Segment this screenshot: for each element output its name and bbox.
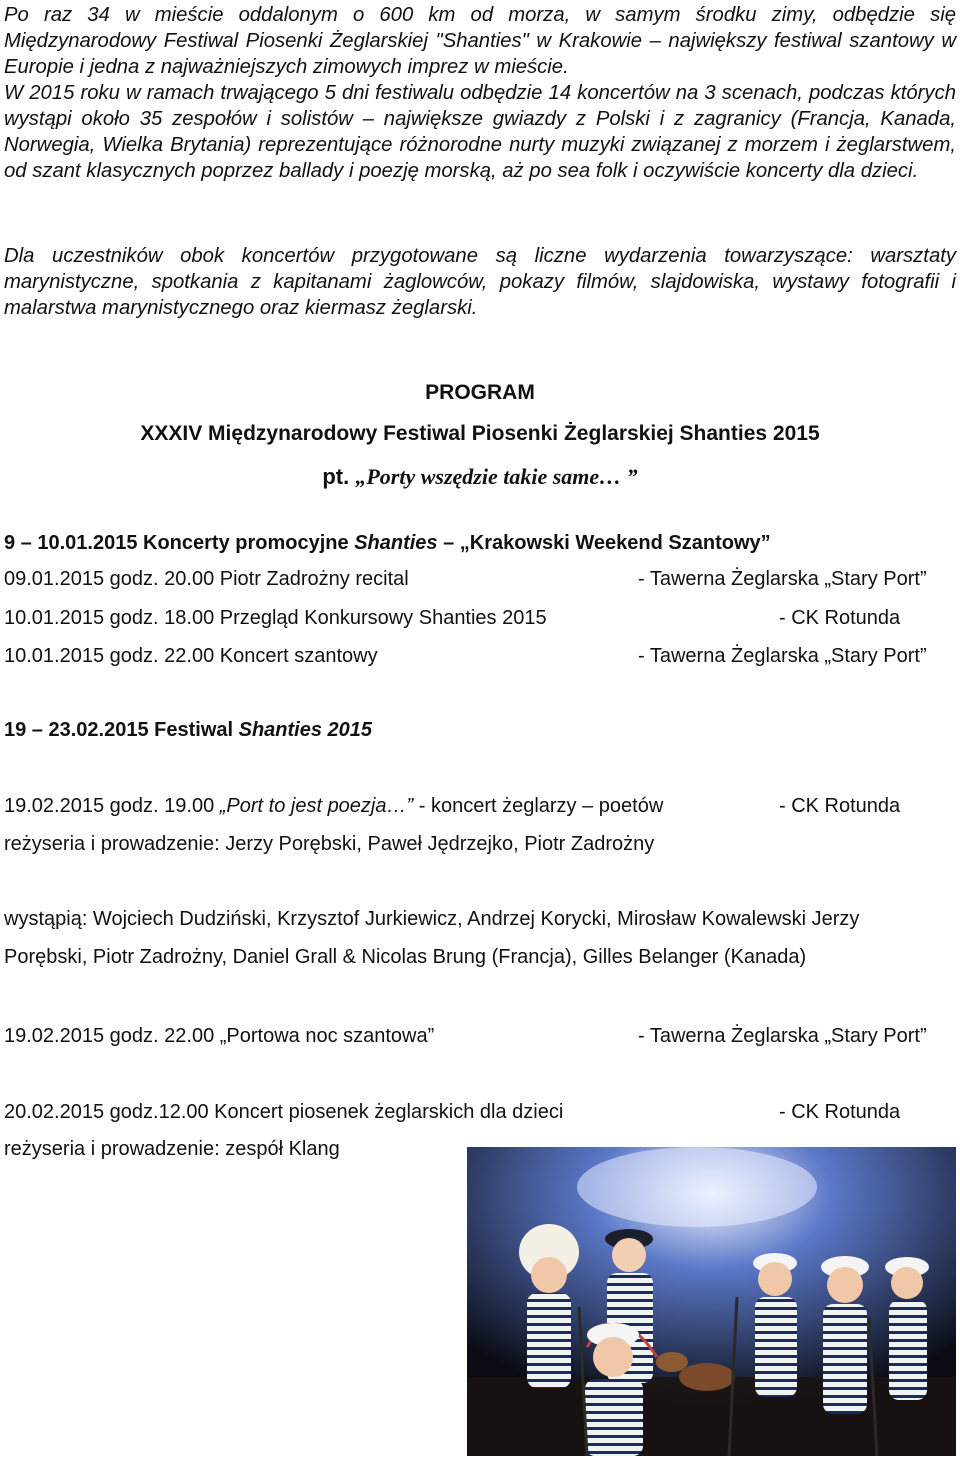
subtitle-prefix: pt. — [322, 464, 356, 489]
festival-heading-name: Shanties 2015 — [238, 719, 373, 741]
promo-event-3-venue: - Tawerna Żeglarska „Stary Port” — [638, 645, 927, 667]
promo-heading — [4, 531, 771, 555]
intro-text — [4, 2, 956, 184]
intro-paragraph-2: W 2015 roku w ramach trwającego 5 dni festiwalu odbędzie 14 koncertów na 3 scenach, podczas których wystąpi około 35 zespołów i solistów – największe gwiazdy z Polski i z zagranicy (Francja, Kanada, Norwegia, Wielka Brytania) reprezentujące różnorodne nurty muzyki związanej z morzem i żeglarstwem, od szant klasycznych poprzez ballady i poezję morską, aż po sea folk i oczywiście koncerty dla dzieci. — [4, 82, 956, 182]
festival-heading-dates: 19 – 23.02.2015 Festiwal — [4, 719, 239, 741]
subtitle-title: „Porty wszędzie takie same… ” — [355, 464, 638, 489]
promo-event-3: 10.01.2015 godz. 22.00 Koncert szantowy — [4, 645, 378, 667]
festival-event-2: 19.02.2015 godz. 22.00 „Portowa noc szantowa” — [4, 1025, 435, 1047]
promo-event-2-venue: - CK Rotunda — [779, 607, 901, 629]
promo-heading-shanties: Shanties — [354, 532, 438, 554]
promo-event-1: 09.01.2015 godz. 20.00 Piotr Zadrożny recital — [4, 568, 409, 590]
festival-heading — [4, 718, 372, 742]
festival-event-1-desc: - koncert żeglarzy – poetów — [413, 795, 664, 817]
program-subtitle — [0, 463, 960, 491]
festival-event-3-venue: - CK Rotunda — [779, 1101, 901, 1123]
program-title: XXXIV Międzynarodowy Festiwal Piosenki Żeglarskiej Shanties 2015 — [140, 422, 820, 445]
promo-event-1-venue: - Tawerna Żeglarska „Stary Port” — [638, 568, 927, 590]
festival-event-1-date: 19.02.2015 godz. 19.00 — [4, 795, 220, 817]
child-right-2 — [821, 1256, 869, 1414]
promo-heading-dates: 9 – 10.01.2015 Koncerty promocyjne — [4, 532, 355, 554]
festival-event-1 — [4, 794, 663, 818]
festival-event-1-performers-1: wystąpią: Wojciech Dudziński, Krzysztof Jurkiewicz, Andrzej Korycki, Mirosław Kowalewski Jerzy — [4, 908, 860, 930]
intro-paragraph-1: Po raz 34 w mieście oddalonym o 600 km od morza, w samym środku zimy, odbędzie się Międzynarodowy Festiwal Piosenki Żeglarskiej "Shanties" w Krakowie – największy festiwal szantowy w Europie i jedna z najważniejszych zimowych imprez w mieście. — [4, 4, 956, 78]
festival-event-2-venue: - Tawerna Żeglarska „Stary Port” — [638, 1025, 927, 1047]
festival-event-1-title: „Port to jest poezja…” — [219, 795, 414, 817]
children-concert-photo — [467, 1147, 956, 1456]
intro-paragraph-3: Dla uczestników obok koncertów przygotowane są liczne wydarzenia towarzyszące: warsztaty marynistyczne, spotkania z kapitanami żaglowców, pokazy filmów, slajdowiska, wystawy fotografii i malarstwa marynistycznego oraz kiermasz żeglarski. — [4, 245, 956, 319]
promo-heading-weekend: – „Krakowski Weekend Szantowy” — [437, 532, 771, 554]
intro-paragraph-3-box — [4, 243, 956, 321]
child-right-1 — [753, 1253, 797, 1397]
promo-event-2: 10.01.2015 godz. 18.00 Przegląd Konkursowy Shanties 2015 — [4, 607, 547, 629]
festival-event-1-performers-2: Porębski, Piotr Zadrożny, Daniel Grall & Nicolas Brung (Francja), Gilles Belanger (Kanada) — [4, 946, 807, 968]
child-left — [519, 1224, 579, 1388]
program-heading: PROGRAM — [425, 381, 535, 404]
festival-event-1-direction: reżyseria i prowadzenie: Jerzy Porębski, Paweł Jędrzejko, Piotr Zadrożny — [4, 833, 655, 855]
festival-event-3: 20.02.2015 godz.12.00 Koncert piosenek żeglarskich dla dzieci — [4, 1101, 564, 1123]
festival-event-3-direction: reżyseria i prowadzenie: zespół Klang — [4, 1138, 340, 1160]
photo-illustration — [467, 1147, 956, 1456]
festival-event-1-venue: - CK Rotunda — [779, 795, 901, 817]
